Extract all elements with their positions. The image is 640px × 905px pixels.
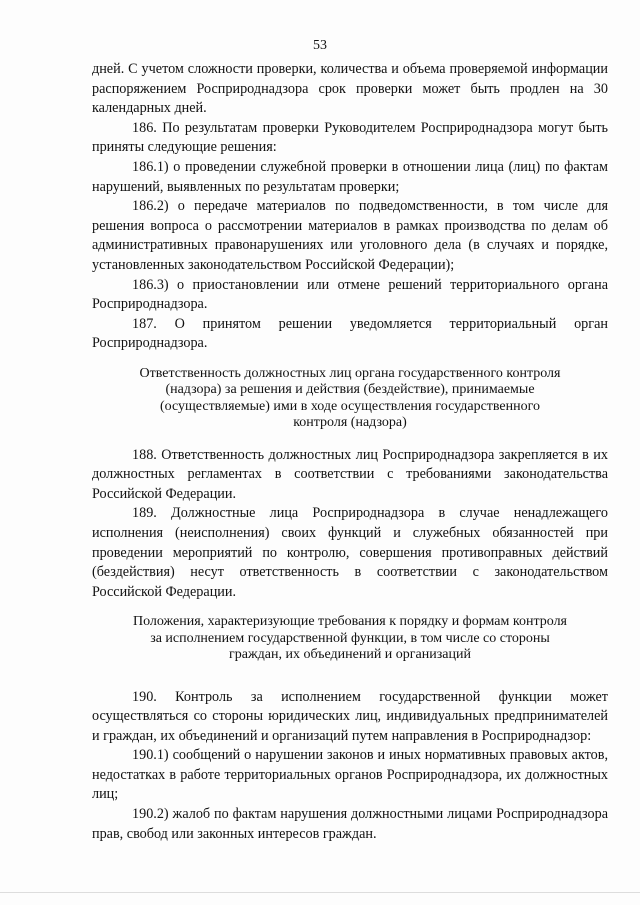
paragraph-190: 190. Контроль за исполнением государственной функции может осуществляться со стороны юридических лиц, индивидуальных предпринимателей и граждан, их объединений и организаций путем направления в Росприроднадзор:	[92, 688, 608, 744]
paragraph-190-2: 190.2) жалоб по фактам нарушения должностными лицами Росприроднадзора прав, свобод или законных интересов граждан.	[92, 806, 608, 842]
page-content	[92, 60, 608, 844]
paragraph-190-1: 190.1) сообщений о нарушении законов и иных нормативных правовых актов, недостатках в работе территориальных органов Росприроднадзора, их должностных лиц;	[92, 747, 608, 803]
paragraph-186: 186. По результатам проверки Руководителем Росприроднадзора могут быть приняты следующие решения:	[92, 119, 608, 156]
paragraph-186-2: 186.2) о передаче материалов по подведомственности, в том числе для решения вопроса о рассмотрении материалов в рамках производства по делам об административных правонарушениях или уголовного дела (в случаях и порядке, установленных законодательством Российской Федерации);	[92, 198, 608, 273]
paragraph-continuation: дней. С учетом сложности проверки, количества и объема проверяемой информации распоряжением Росприроднадзора срок проверки может быть продлен на 30 календарных дней.	[92, 61, 608, 117]
paragraph-186-1: 186.1) о проведении служебной проверки в отношении лица (лиц) по фактам нарушений, выявленных по результатам проверки;	[92, 158, 608, 195]
paragraph-188: 188. Ответственность должностных лиц Росприроднадзора закрепляется в их должностных регламентах в соответствии с требованиями законодательства Российской Федерации.	[92, 446, 608, 502]
paragraph-189: 189. Должностные лица Росприроднадзора в случае ненадлежащего исполнения (неисполнения) своих функций и служебных обязанностей при проведении мероприятий по контролю, совершения противоправных действий (бездействия) несут ответственность в соответствии с законодательством Российской Федерации.	[92, 505, 608, 600]
paragraph-186-3: 186.3) о приостановлении или отмене решений территориального органа Росприроднадзора.	[92, 276, 608, 313]
scan-edge-line	[0, 892, 640, 893]
section-heading-responsibility: Ответственность должностных лиц органа государственного контроля (надзора) за решения и действия (бездействие), принимаемые (осуществляемые) ими в ходе осуществления государственного контроля (надзора)	[139, 365, 561, 431]
section-heading-control: Положения, характеризующие требования к порядку и формам контроля за исполнением государственной функции, в том числе со стороны граждан, их объединений и организаций	[132, 614, 567, 663]
page-number: 53	[313, 38, 327, 53]
paragraph-187: 187. О принятом решении уведомляется территориальный орган Росприроднадзора.	[92, 315, 608, 352]
